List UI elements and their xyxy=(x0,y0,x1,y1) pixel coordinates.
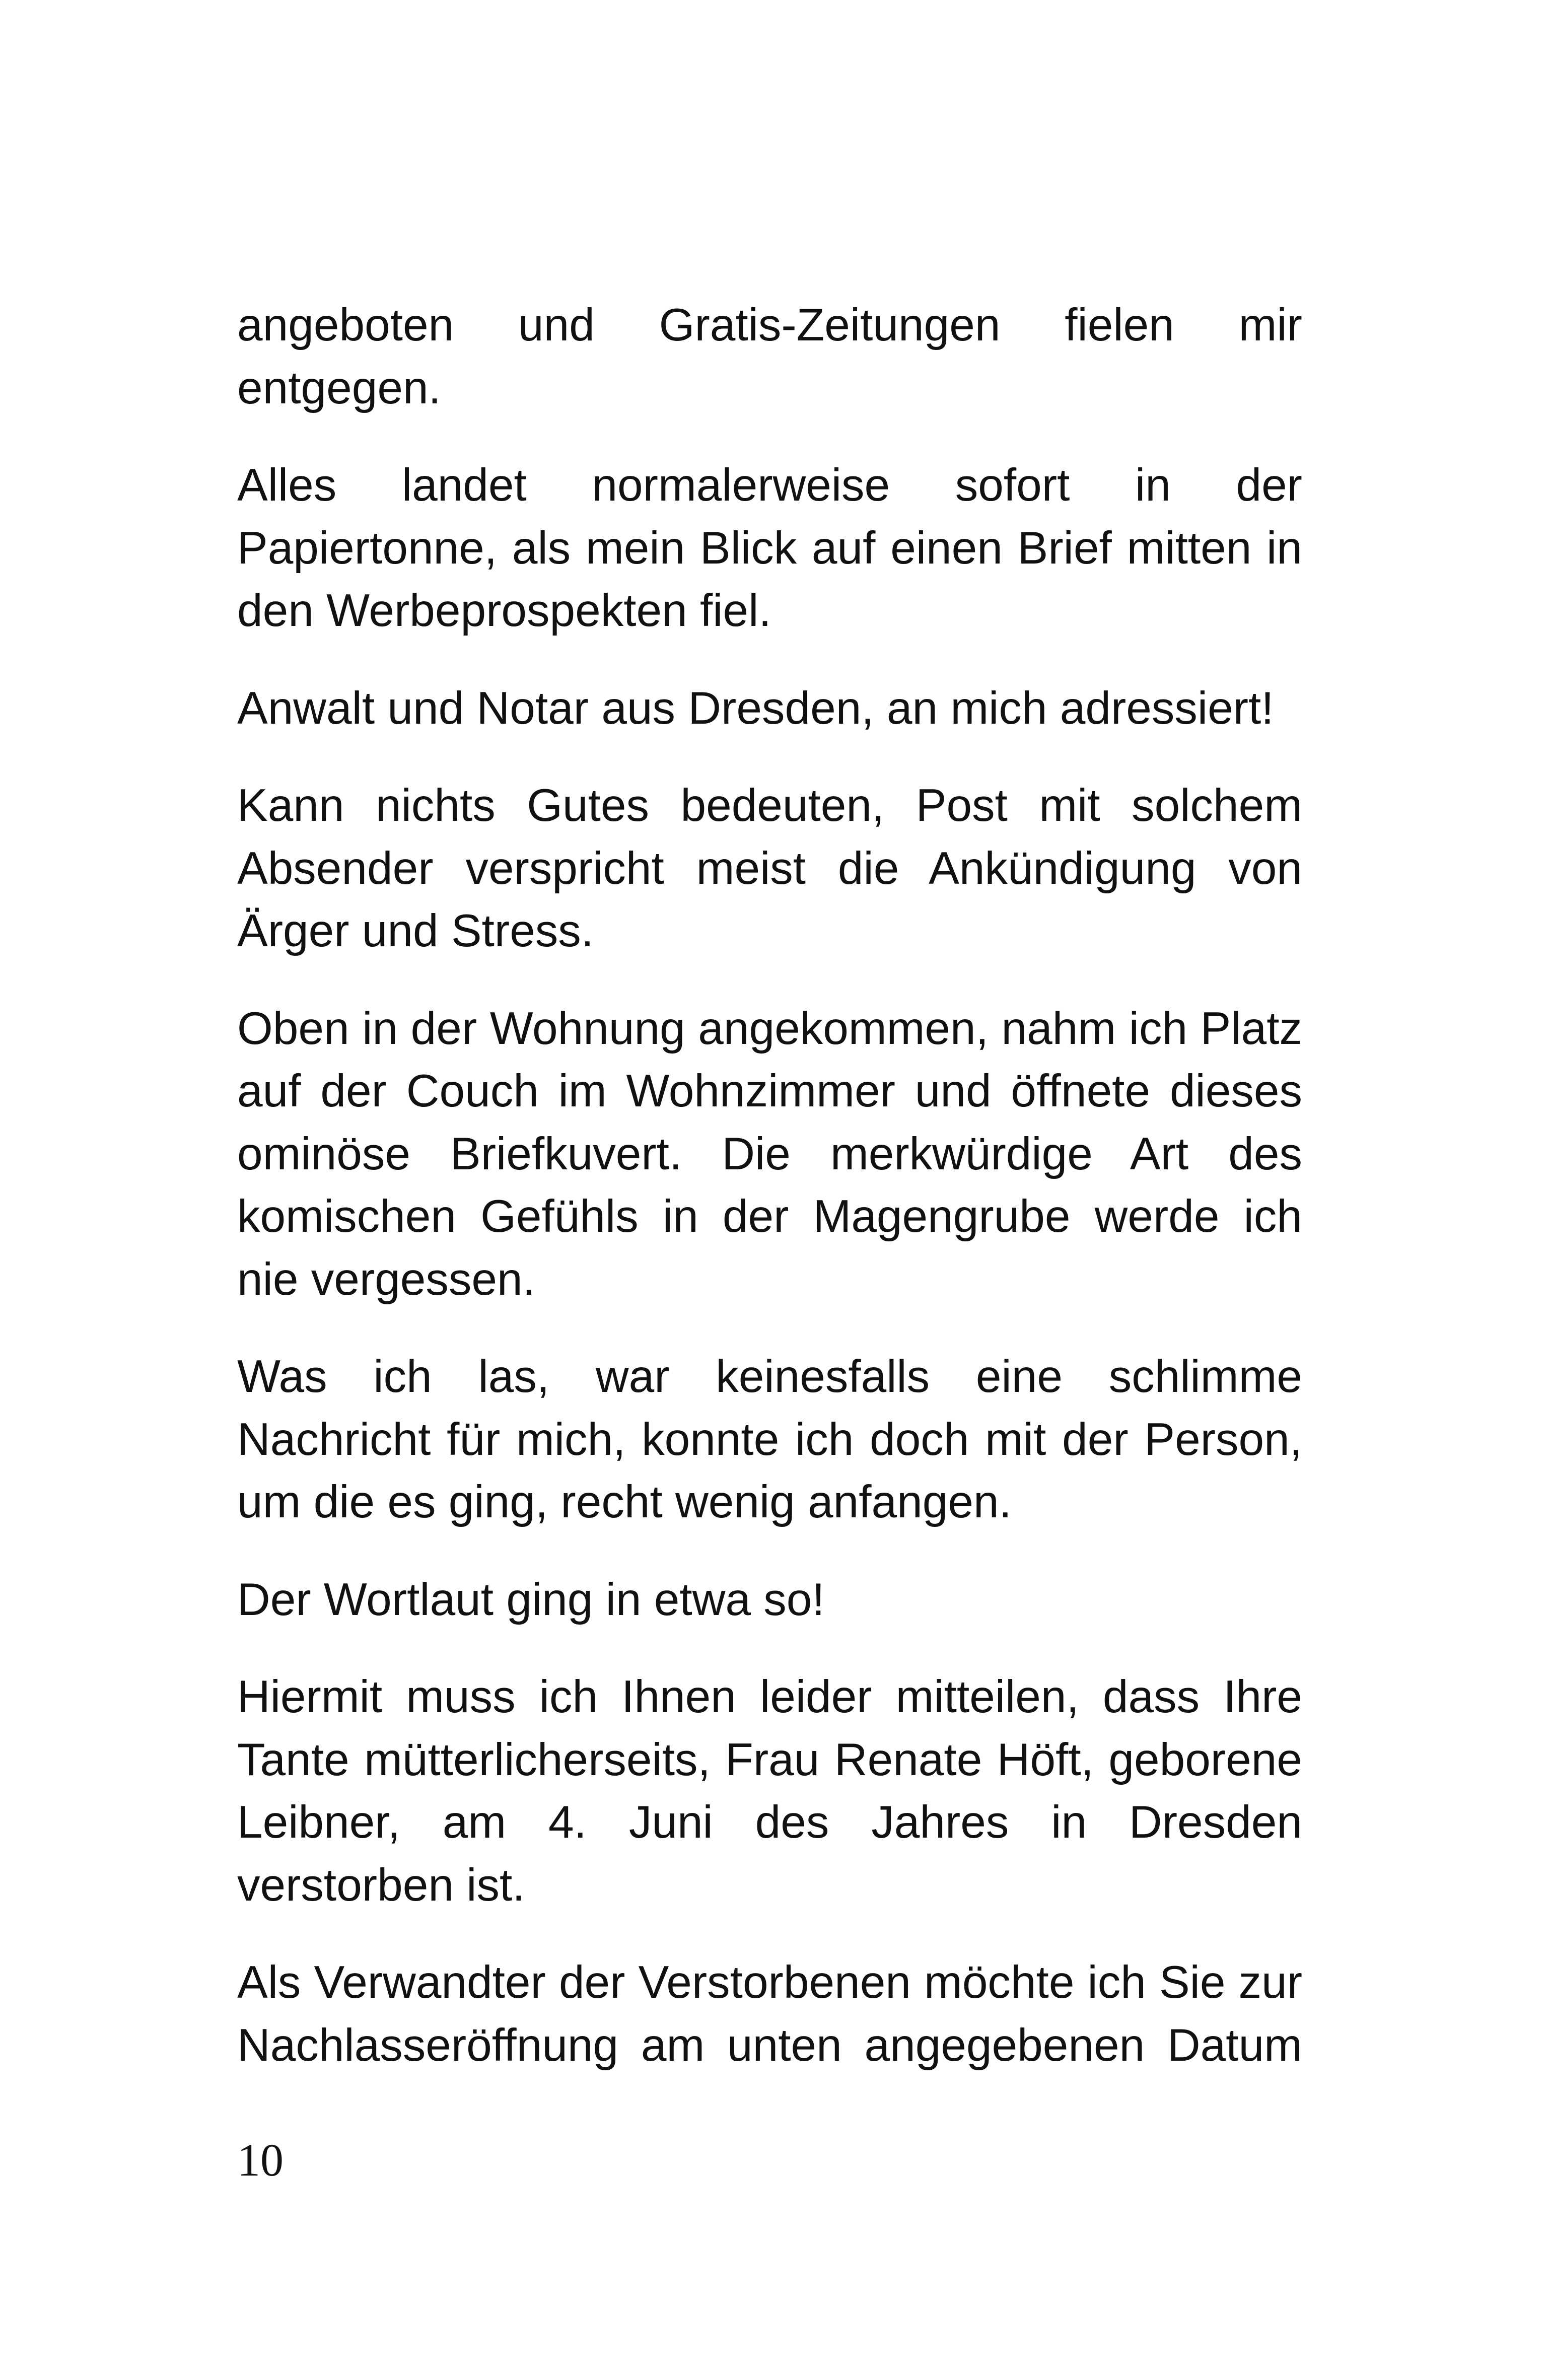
paragraph-2: Alles landet normalerweise sofort in der Papiertonne, als mein Blick auf einen Brief mitten in den Werbeprospekten fiel. xyxy=(237,460,1302,636)
body-text xyxy=(237,294,1302,2077)
paragraph-6: Was ich las, war keinesfalls eine schlimme Nachricht für mich, konnte ich doch mit der Person, um die es ging, recht wenig anfangen. xyxy=(237,1351,1302,1527)
page-number: 10 xyxy=(237,2134,284,2186)
paragraph-8: Hiermit muss ich Ihnen leider mitteilen, dass Ihre Tante mütterlicherseits, Frau Renate Höft, geborene Leibner, am 4. Juni des Jahres in Dresden verstorben ist. xyxy=(237,1671,1302,1911)
paragraph-4: Kann nichts Gutes bedeuten, Post mit solchem Absender verspricht meist die Ankündigung von Ärger und Stress. xyxy=(237,780,1302,956)
paragraph-7: Der Wortlaut ging in etwa so! xyxy=(237,1574,825,1625)
paragraph-9: Als Verwandter der Verstorbenen möchte ich Sie zur Nachlasseröffnung am unten angegebenen Datum xyxy=(237,1957,1302,2071)
paragraph-3: Anwalt und Notar aus Dresden, an mich adressiert! xyxy=(237,682,1274,734)
paragraph-1: angeboten und Gratis-Zeitungen fielen mir entgegen. xyxy=(237,300,1302,413)
paragraph-5: Oben in der Wohnung angekommen, nahm ich Platz auf der Couch im Wohnzimmer und öffnete dieses ominöse Briefkuvert. Die merkwürdige Art des komischen Gefühls in der Magengrube werde ich nie vergessen. xyxy=(237,1003,1302,1305)
